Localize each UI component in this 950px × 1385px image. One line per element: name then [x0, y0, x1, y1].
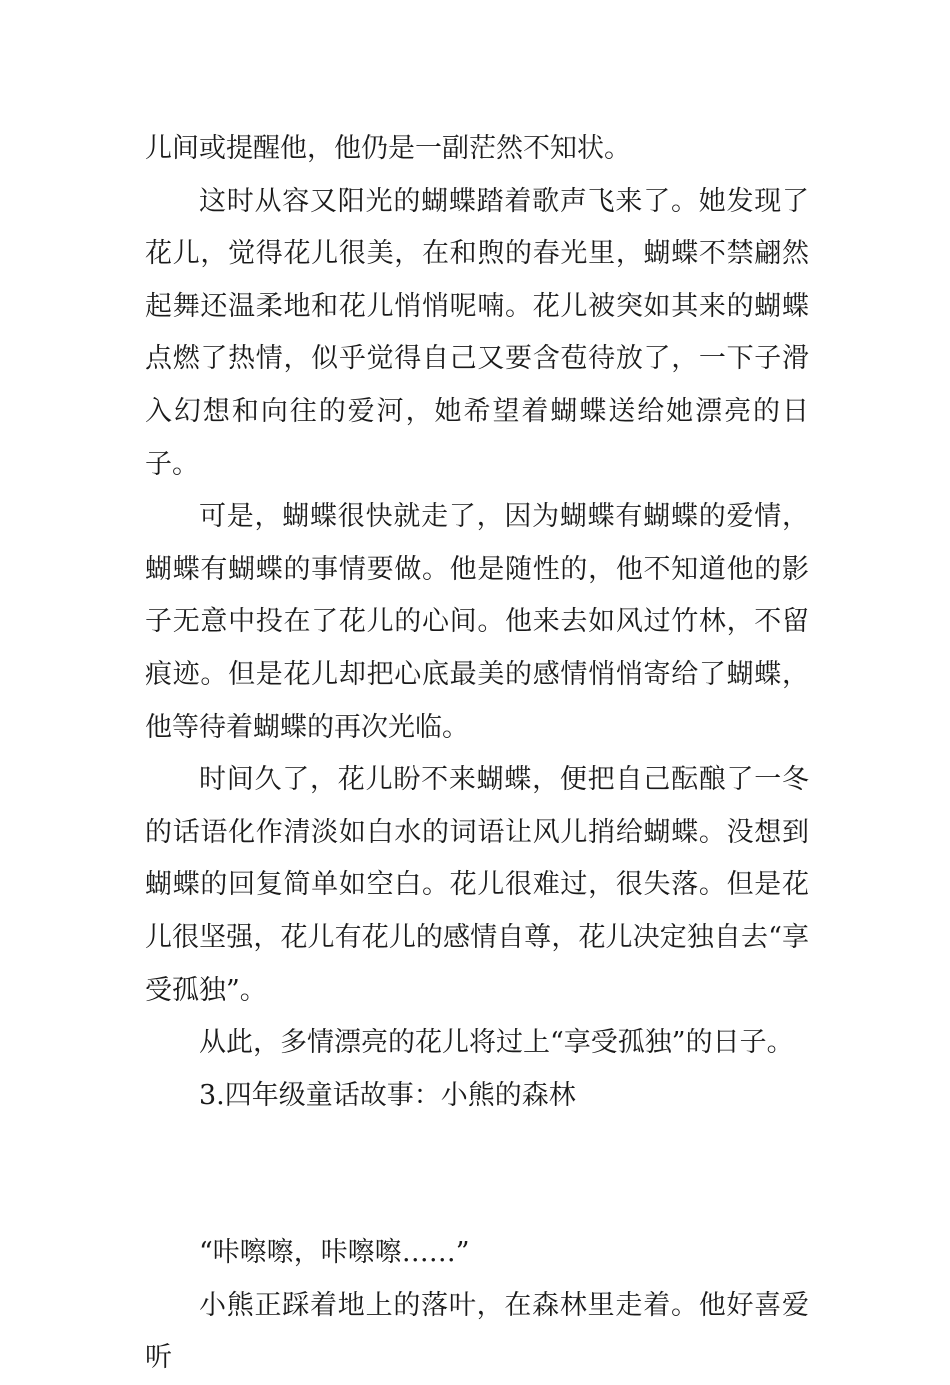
document-body [145, 123, 809, 1385]
section-heading: 3.四年级童话故事：小熊的森林 [199, 1079, 576, 1111]
paragraph-flower-waits: 时间久了，花儿盼不来蝴蝶，便把自己酝酿了一冬的话语化作清淡如白水的词语让风儿捎给蝴蝶。没想到蝴蝶的回复简单如空白。花儿很难过，很失落。但是花儿很坚强，花儿有花儿的感情自尊，花儿决定独自去“享受孤独”。 [145, 764, 809, 1006]
paragraph-butterfly-arrives: 这时从容又阳光的蝴蝶踏着歌声飞来了。她发现了花儿，觉得花儿很美，在和煦的春光里，蝴蝶不禁翩然起舞还温柔地和花儿悄悄呢喃。花儿被突如其来的蝴蝶点燃了热情，似乎觉得自己又要含苞待放了，一下子滑入幻想和向往的爱河，她希望着蝴蝶送给她漂亮的日子。 [145, 185, 809, 480]
paragraph-conclusion: 从此，多情漂亮的花儿将过上“享受孤独”的日子。 [199, 1027, 794, 1059]
story-paragraph: 小熊正踩着地上的落叶，在森林里走着。他好喜爱听 [145, 1289, 809, 1374]
section-spacer [145, 1122, 809, 1227]
paragraph-continuation: 儿间或提醒他，他仍是一副茫然不知状。 [145, 133, 631, 164]
story-quote: “咔嚓嚓，咔嚓嚓……” [199, 1237, 470, 1269]
paragraph-butterfly-leaves: 可是，蝴蝶很快就走了，因为蝴蝶有蝴蝶的爱情，蝴蝶有蝴蝶的事情要做。他是随性的，他不知道他的影子无意中投在了花儿的心间。他来去如风过竹林，不留痕迹。但是花儿却把心底最美的感情悄悄寄给了蝴蝶，他等待着蝴蝶的再次光临。 [145, 501, 809, 743]
